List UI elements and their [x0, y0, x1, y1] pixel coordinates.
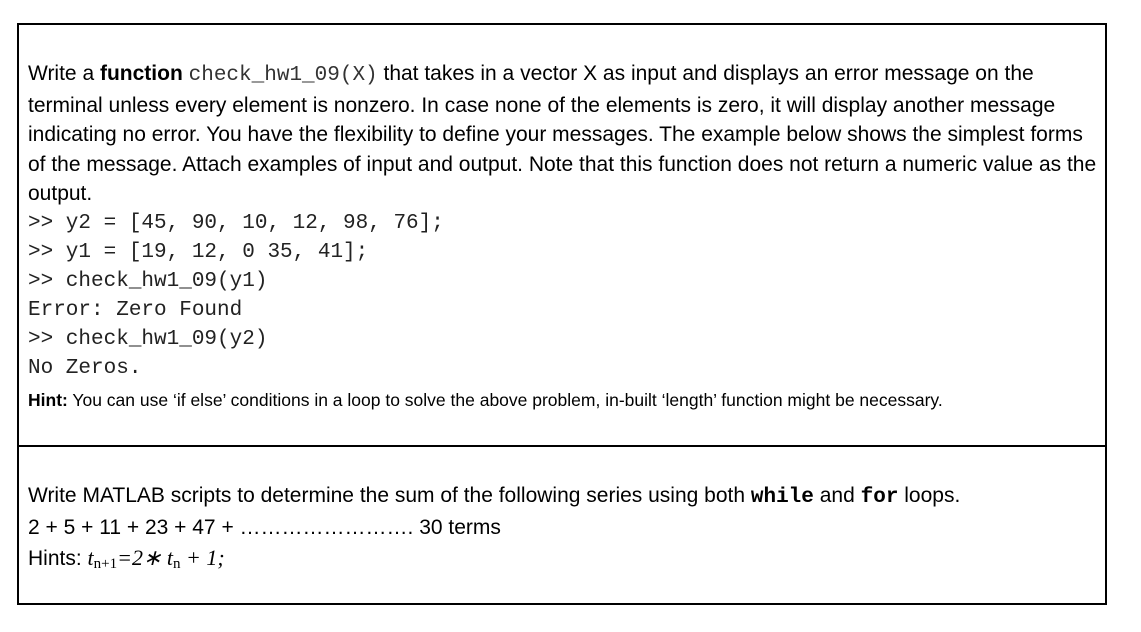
code-line: >> check_hw1_09(y2)	[28, 327, 268, 351]
formula-term: t	[166, 544, 174, 570]
q1-text-body: that takes in a vector X as input and displays an error message on the terminal unless every element is nonzero. In case none of the elements is zero, it will display another message indicating no error. You have the flexibility to define your messages. The example below shows the simplest forms of the message. Attach examples of input and output. Note that this function does not return a numeric value as the output.	[28, 62, 1097, 205]
q1-code-example	[28, 209, 1105, 383]
question-table	[17, 23, 1107, 605]
formula-operator: =2∗	[117, 544, 167, 570]
formula-subscript: n	[173, 555, 181, 572]
q1-hint-text: You can use ‘if else’ conditions in a loop to solve the above problem, in-built ‘length’ function might be necessary.	[67, 389, 943, 410]
q2-while-keyword: while	[750, 486, 814, 509]
q2-for-keyword: for	[860, 486, 899, 509]
q1-hint-label: Hint:	[28, 389, 68, 410]
q1-text-intro: Write a	[28, 62, 100, 85]
code-line: >> y1 = [19, 12, 0 35, 41];	[28, 240, 369, 264]
question-1-text	[28, 59, 1105, 209]
q2-series: 2 + 5 + 11 + 23 + 47 + ……………………. 30 terms	[28, 515, 501, 539]
q2-text-end: loops.	[898, 484, 961, 507]
formula-tail: + 1;	[180, 544, 225, 570]
q2-formula	[88, 545, 225, 570]
formula-term: t	[87, 544, 94, 570]
question-1-cell	[19, 25, 1105, 447]
q2-hints	[28, 543, 1105, 576]
q1-function-keyword: function	[99, 62, 183, 85]
formula-subscript: n+1	[93, 555, 118, 572]
q2-text-intro: Write MATLAB scripts to determine the sum of the following series using both	[28, 484, 751, 507]
question-2-text	[28, 481, 1105, 513]
question-2-cell	[19, 447, 1105, 605]
q2-hints-label: Hints:	[28, 546, 88, 570]
code-line: Error: Zero Found	[28, 298, 243, 322]
q1-hint	[28, 387, 1105, 414]
code-line: No Zeros.	[28, 356, 142, 380]
code-line: >> check_hw1_09(y1)	[28, 269, 268, 293]
q1-function-signature: check_hw1_09(X)	[188, 64, 378, 87]
q2-text-and: and	[813, 484, 861, 507]
code-line: >> y2 = [45, 90, 10, 12, 98, 76];	[28, 211, 444, 235]
